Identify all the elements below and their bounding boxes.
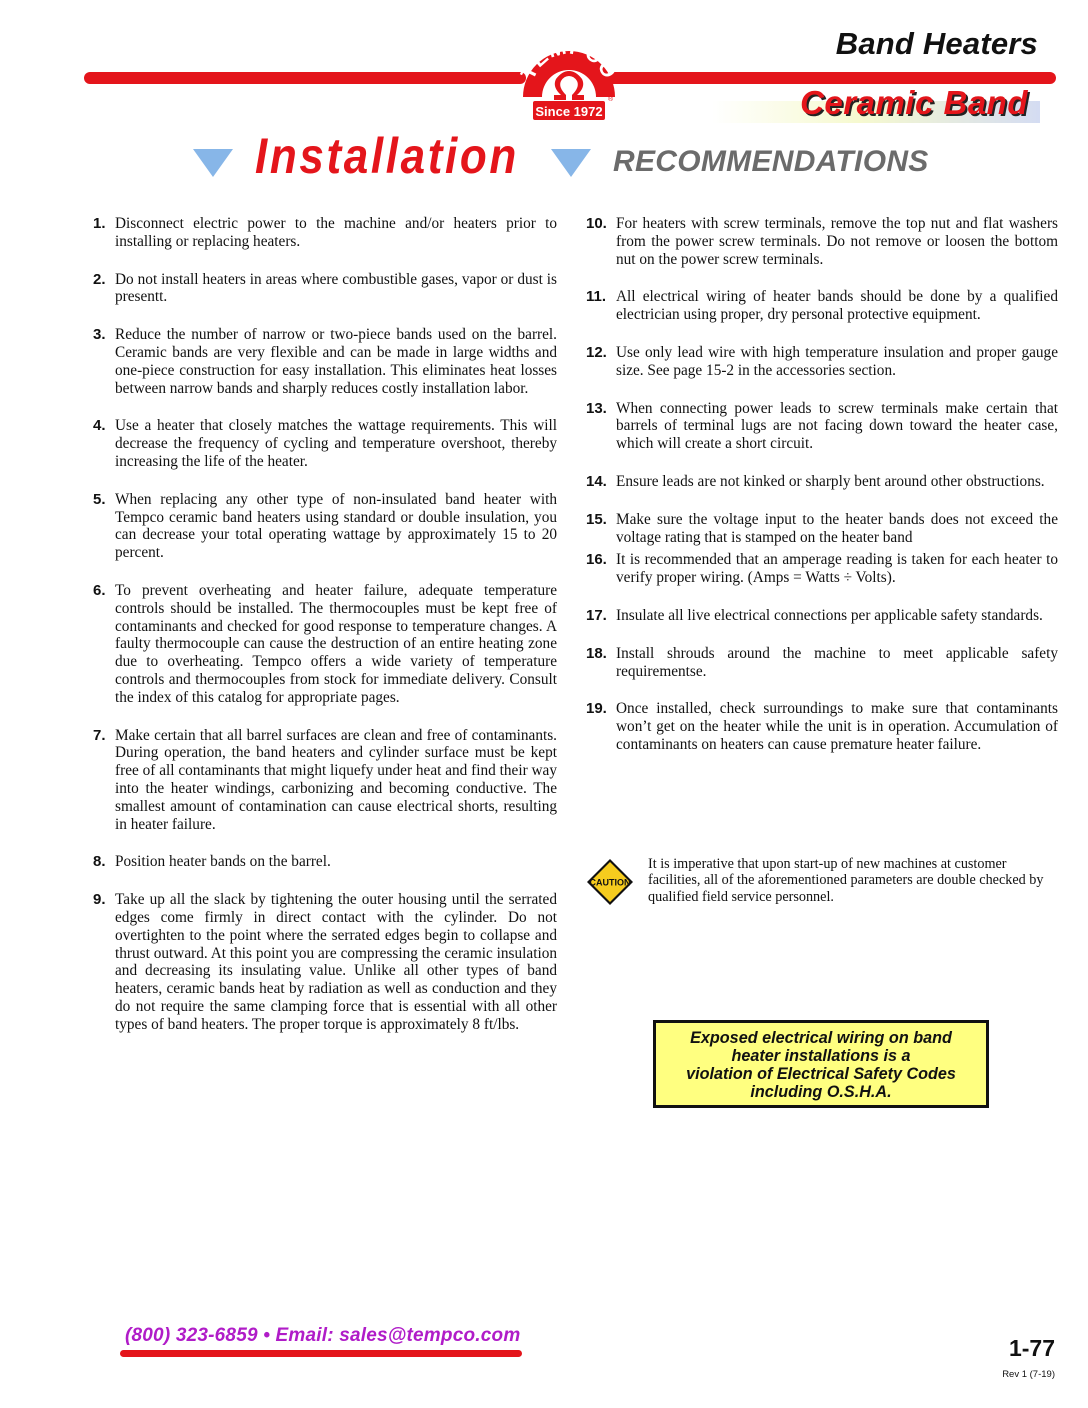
list-item: 19. Once installed, check surroundings to make sure that contaminants won’t get on the heater while the unit is in operation. Accumulation of contaminants on heaters can cause premature heater failure. — [586, 700, 1058, 753]
header-red-line-left — [84, 72, 526, 84]
list-item: 15. Make sure the voltage input to the heater bands does not exceed the voltage rating that is stamped on the heater band — [586, 510, 1058, 546]
list-item: 9. Take up all the slack by tightening the outer housing until the serrated edges come firmly in direct contact with the cylinder. Do not overtighten to the point where the serrated edges begin to collapse and thrust outward. At this point you are compressing the ceramic insulation and decreasing its insulating value. Unlike all other types of band heaters, ceramic bands heat by radiation as well as conduction and they do not require the same clamping force that is essential with all other types of band heaters. The proper torque is approximately 8 ft/lbs. — [93, 891, 557, 1033]
revision-note: Rev 1 (7-19) — [1002, 1369, 1055, 1380]
list-item: 1. Disconnect electric power to the machine and/or heaters prior to installing or replacing heaters. — [93, 215, 557, 250]
footer-red-line — [120, 1350, 522, 1357]
warning-line: including O.S.H.A. — [750, 1083, 892, 1101]
list-item: 7. Make certain that all barrel surfaces are clean and free of contaminants. During operation, the band heaters and cylinder surface must be kept free of all contaminants that might liquefy under heat and find their way into the heater windings, carbonizing and becoming conductive. The smallest amount of contamination can cause electrical shorts, resulting in heater failure. — [93, 726, 557, 833]
contact-info: (800) 323-6859 • Email: sales@tempco.com — [125, 1325, 521, 1346]
list-item: 5. When replacing any other type of non-insulated band heater with Tempco ceramic band heaters using standard or double insulation, you can decrease your total operating wattage by approximately 15 to 20 percent. — [93, 490, 557, 562]
list-item: 16. It is recommended that an amperage reading is taken for each heater to verify proper wiring. (Amps = Watts ÷ Volts). — [586, 551, 1058, 587]
list-item: 11. All electrical wiring of heater bands should be done by a qualified electrician using proper, dry personal protective equipment. — [586, 288, 1058, 324]
list-item: 8. Position heater bands on the barrel. — [93, 853, 331, 871]
page-heading-sub: RECOMMENDATIONS — [613, 145, 929, 178]
left-column — [93, 215, 557, 1053]
list-item: 17. Insulate all live electrical connections per applicable safety standards. — [586, 606, 1043, 624]
warning-line: heater installations is a — [731, 1047, 911, 1065]
list-item: 10. For heaters with screw terminals, remove the top nut and flat washers from the power screw terminals. Do not remove or loosen the bottom nut on the power screw terminals. — [586, 215, 1058, 268]
warning-line: Exposed electrical wiring on band — [690, 1029, 952, 1047]
list-item: 13. When connecting power leads to screw terminals make certain that barrels of terminal lugs are not facing down toward the heater case, which will create a short circuit. — [586, 399, 1058, 453]
section-title: Band Heaters — [835, 26, 1038, 61]
tempco-logo — [514, 35, 624, 125]
list-item: 14. Ensure leads are not kinked or sharply bent around other obstructions. — [586, 472, 1045, 490]
svg-text:CAUTION: CAUTION — [589, 877, 631, 888]
triangle-down-icon — [193, 149, 233, 177]
registered-mark: ® — [608, 96, 614, 103]
list-item: 12. Use only lead wire with high temperature insulation and proper gauge size. See page 15-2 in the accessories section. — [586, 343, 1058, 379]
page-heading: Installation — [255, 128, 519, 184]
list-item: 4. Use a heater that closely matches the wattage requirements. This will decrease the frequency of cycling and temperature overshoot, thereby increasing the life of the heater. — [93, 417, 557, 470]
logo-since-text: Since 1972 — [535, 104, 603, 119]
list-item: 3. Reduce the number of narrow or two-piece bands used on the barrel. Ceramic bands are very flexible and can be made in large widths and one-piece construction for easy installation. This eliminates heat losses between narrow bands and sharply reduces costly installation labor. — [93, 326, 557, 397]
list-item: 6. To prevent overheating and heater failure, adequate temperature controls should be installed. The thermocouples must be kept free of contaminants and checked for good response to temperature changes. A faulty thermocouple can cause the destruction of an entire heating zone due to overheating. Tempco offers a wide variety of temperature controls and thermocouples from stock for immediate delivery. Consult the index of this catalog for appropriate pages. — [93, 581, 557, 706]
caution-note — [586, 856, 1056, 908]
right-column — [586, 215, 1058, 774]
triangle-down-icon — [551, 149, 591, 177]
caution-text: It is imperative that upon start-up of new machines at customer facilities, all of the aforementioned parameters are double checked by qualified field service personnel. — [648, 856, 1044, 905]
list-item: 2. Do not install heaters in areas where combustible gases, vapor or dust is presentt. — [93, 270, 557, 306]
electrical-warning-box — [653, 1020, 989, 1108]
logo-brand-text: TEMPCO — [516, 35, 622, 84]
header-red-line-right — [606, 72, 1056, 84]
list-item: 18. Install shrouds around the machine to meet applicable safety requirementse. — [586, 644, 1058, 680]
warning-line: violation of Electrical Safety Codes — [686, 1065, 956, 1083]
caution-icon — [586, 858, 634, 906]
page-number: 1-77 — [1008, 1335, 1055, 1361]
subtitle: Ceramic Band — [800, 84, 1028, 121]
